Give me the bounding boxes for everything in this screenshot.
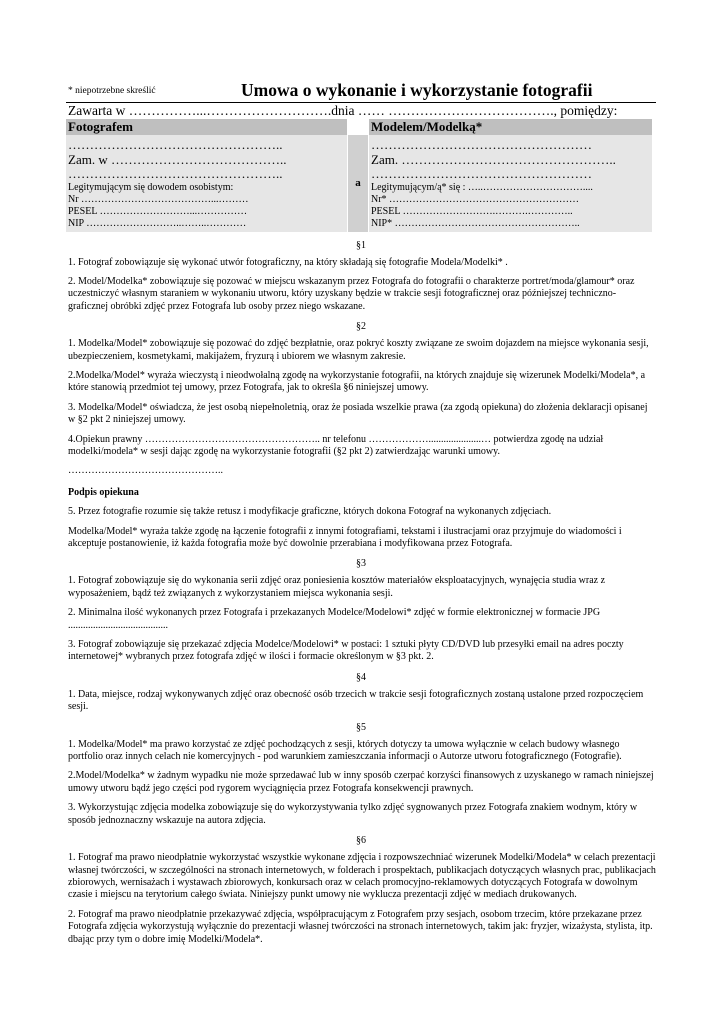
section-3-heading: §3 xyxy=(356,558,366,570)
model-nip: NIP* ……………………………………………….. xyxy=(371,217,580,229)
section-1-heading: §1 xyxy=(356,239,366,251)
photographer-details xyxy=(66,135,348,232)
model-header: Modelem/Modelką* xyxy=(369,119,653,135)
section-4-paragraph-1: 1. Data, miejsce, rodzaj wykonywanych zdjęć oraz obecność osób trzecich w trakcie sesji fotograficznych zostaną ustalone przed rozpoczęciem sesji. xyxy=(68,688,644,713)
section-5-paragraph-2: 2.Model/Modelka* w żadnym wypadku nie może sprzedawać lub w inny sposób czerpać korzyści finansowych z uzyskanego w ramach niniejszej umowy utworu bądź jego części pod rygorem wyciągnięcia przez Fotografa konsekwencji prawnych. xyxy=(68,770,654,794)
section-2-paragraph-1: 1. Modelka/Model* zobowiązuje się pozować do zdjęć bezpłatnie, oraz pokryć koszty związane ze swoim dojazdem na miejsce wykonania sesji, ubezpieczeniem, kosmetykami, makijażem, fryzurą i ubiorem we własnym zakresie. xyxy=(68,338,649,362)
section-1-paragraph-2: 2. Model/Modelka* zobowiązuje się pozować w miejscu wskazanym przez Fotografa do fotografii o charakterze portret/moda/glamour* oraz uczestniczyć własnym staraniem w wykonaniu utworu, który uzyskany będzie w trakcie sesji fotograficznej oraz późniejszej techniczno-graficznej obróbki zdjęć przez Fotografa lub osoby przez niego wskazane. xyxy=(68,275,635,312)
contract-page xyxy=(66,80,656,953)
section-5-paragraph-3: 3. Wykorzystując zdjęcia modelka zobowiązuje się do wykorzystywania tylko zdjęć sygnowanych przez Fotografa znakiem wodnym, który w sposób jednoznaczny wskazuje na autora zdjęcia. xyxy=(68,802,638,826)
photographer-pesel: PESEL ………………………...…………… xyxy=(68,205,248,217)
connector-a: a xyxy=(348,135,369,232)
section-2-paragraph-5: 5. Przez fotografie rozumie się także retusz i modyfikacje graficzne, których dokona Fotograf na wykonanych zdjęciach. xyxy=(68,506,552,518)
photographer-header: Fotografem xyxy=(66,119,348,135)
section-4-heading: §4 xyxy=(356,671,366,683)
section-3-paragraph-1: 1. Fotograf zobowiązuje się do wykonania serii zdjęć oraz poniesienia kosztów materiałów eksploatacyjnych, wynajęcia studia wraz z wyposażeniem, bądź też związanych z wykorzystaniem miejsca wykonania sesji. xyxy=(68,575,606,599)
section-2-paragraph-4: 4.Opiekun prawny …………………………………………….. nr telefonu ……………….....................… potwierdza zgodę na udział modelki/modela* w sesji dając zgodę na wykorzystanie fotografii (§2 pkt 2) zatwierdzając warunki umowy. xyxy=(68,433,604,457)
section-6-paragraph-2: 2. Fotograf ma prawo nieodpłatnie przekazywać zdjęcia, współpracującym z Fotografem przy sesjach, osobom trzecim, które przekazane przez Fotografa zdjęcia wykorzystują wyłącznie do prezentacji własnej twórczości na stronach internetowych, takim jak: fryzjer, wizażysta, stylista, itp. dbając przy tym o dobre imię Modelki/Modela*. xyxy=(68,908,653,945)
section-5-paragraph-1: 1. Modelka/Model* ma prawo korzystać ze zdjęć pochodzących z sesji, których dotyczy ta umowa wyłącznie w celach budowy własnego portfolio oraz innych celach nie komercyjnych - pod warunkiem zamieszczania informacji o Autorze utworu fotograficznego (Fotografie). xyxy=(68,738,622,763)
photographer-name-line: ………………………………………….. xyxy=(68,138,283,152)
section-6-paragraph-1: 1. Fotograf ma prawo nieodpłatnie wykorzystać wszystkie wykonane zdjęcia i rozpowszechniać wizerunek Modelki/Modela* w celach prezentacji własnej twórczości, w szczególności na stronach internetowych, w folderach i prospektach, publikacjach dotyczących własnych prac, publikacjach zbiorowych, wernisażach i wystawach zbiorowych, konkursach oraz w celach promocyjno-reklamowych dotyczących Fotografa w dowolnym czasie i miejscu na terytorium całego świata. Niniejszy punkt umowy nie wyklucza prezentacji zdjęć w mediach drukowanych. xyxy=(68,852,656,901)
model-nr: Nr* ………………………………………………… xyxy=(371,193,580,205)
model-pesel: PESEL ……………………….……….………….. xyxy=(371,205,573,217)
section-2-paragraph-6: Modelka/Model* wyraża także zgodę na łączenie fotografii z innymi fotografiami, tekstami i ilustracjami oraz przyjmuje do wiadomości i akceptuje postanowienie, iż każda fotografia może być dowolnie przerabiana i modyfikowana przez Fotografa. xyxy=(68,525,622,549)
model-id-label: Legitymującym/ą* się : …..………………………….... xyxy=(371,181,593,193)
section-6-heading: §6 xyxy=(356,835,366,847)
parties-table xyxy=(66,119,652,232)
guardian-signature-line: ……………………………………….. xyxy=(68,465,223,477)
photographer-address-line: Zam. w ………………………………….. xyxy=(68,152,287,167)
photographer-id-label: Legitymującym się dowodem osobistym: xyxy=(68,181,234,193)
photographer-address-line-2: ………………………………………….. xyxy=(68,167,283,181)
section-2-paragraph-2: 2.Modelka/Model* wyraża wieczystą i nieodwołalną zgodę na wykorzystanie fotografii, na których znajduje się wizerunek Modelki/Modela*, a które stanowią przedmiot tej umowy, przez Fotografa, jak to określa §6 niniejszej umowy. xyxy=(68,369,646,394)
photographer-nip: NIP ………………………..……..………… xyxy=(68,217,247,229)
section-2-heading: §2 xyxy=(356,321,366,333)
title-row xyxy=(66,80,656,102)
model-address-line-2: …………………………………………… xyxy=(371,167,592,181)
section-1-paragraph-1: 1. Fotograf zobowiązuje się wykonać utwór fotograficzny, na który składają się fotografie Modela/Modelki* . xyxy=(68,256,508,268)
model-address-line: Zam. ………………………………………….. xyxy=(371,152,616,167)
section-5-heading: §5 xyxy=(356,721,366,733)
guardian-signature-label: Podpis opiekuna xyxy=(68,486,139,498)
connector-spacer xyxy=(348,119,369,135)
section-3-paragraph-3: 3. Fotograf zobowiązuje się przekazać zdjęcia Modelce/Modelowi* w postaci: 1 sztuki płyty CD/DVD lub przesyłki email na adres poczty internetowej* wybranych przez fotografa zdjęć w ilości i formacie określonym w §3 pkt. 2. xyxy=(68,639,624,663)
photographer-nr: Nr …………………………………...……… xyxy=(68,193,249,205)
model-name-line: …………………………………………… xyxy=(371,138,592,152)
strike-note: * niepotrzebne skreślić xyxy=(68,86,156,96)
contract-place-date-line: Zawarta w ……………...……………………….dnia …… ………………………………., pomiędzy: xyxy=(68,103,618,118)
section-2-paragraph-3: 3. Modelka/Model* oświadcza, że jest osobą niepełnoletnią, oraz że posiada wszelkie prawa (za zgodą opiekuna) do złożenia deklaracji opisanej w §2 pkt 2 niniejszej umowy. xyxy=(68,401,648,426)
model-details xyxy=(369,135,653,232)
document-title: Umowa o wykonanie i wykorzystanie fotografii xyxy=(241,80,593,100)
section-3-paragraph-2: 2. Minimalna ilość wykonanych przez Fotografa i przekazanych Modelce/Modelowi* zdjęć w formie elektronicznej w formacie JPG ........................................ xyxy=(68,607,601,631)
